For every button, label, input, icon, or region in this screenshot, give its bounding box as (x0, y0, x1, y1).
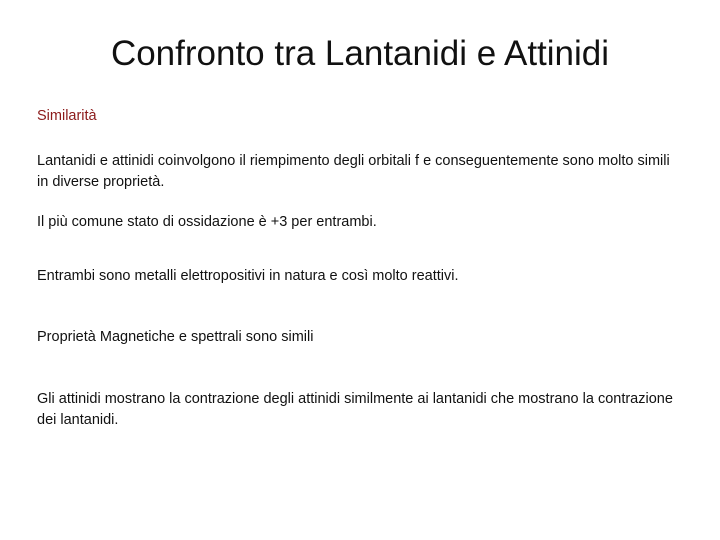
paragraph-electropositive: Entrambi sono metalli elettropositivi in natura e così molto reattivi. (37, 268, 459, 284)
section-heading: Similarità (37, 108, 97, 124)
paragraph-oxidation-state: Il più comune stato di ossidazione è +3 per entrambi. (37, 214, 377, 230)
paragraph-orbitals: Lantanidi e attinidi coinvolgono il riempimento degli orbitali f e conseguentemente sono molto simili in diverse proprietà. (37, 153, 670, 190)
slide-title: Confronto tra Lantanidi e Attinidi (110, 34, 610, 73)
paragraph-contraction: Gli attinidi mostrano la contrazione degli attinidi similmente ai lantanidi che mostrano la contrazione dei lantanidi. (37, 391, 673, 428)
paragraph-magnetic-properties: Proprietà Magnetiche e spettrali sono simili (37, 329, 314, 345)
